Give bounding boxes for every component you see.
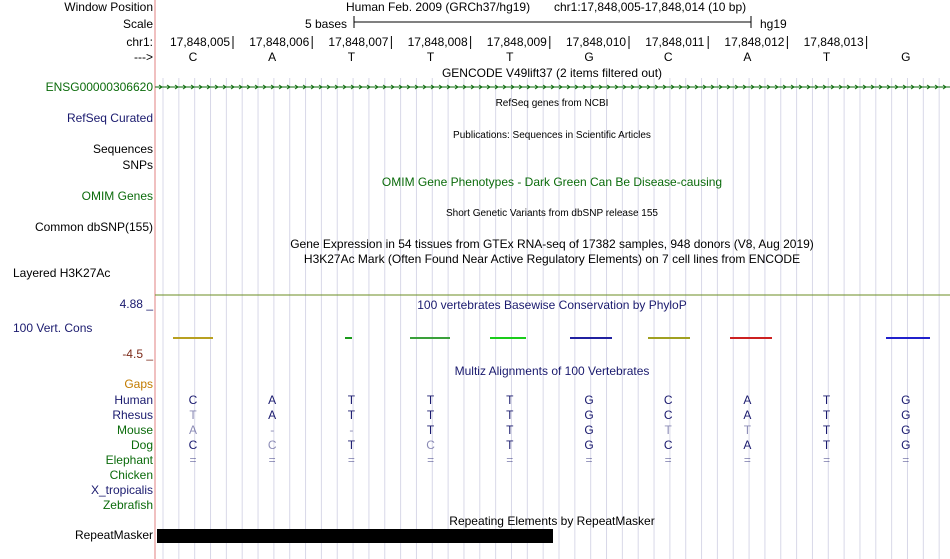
alignment-base: T — [743, 423, 752, 437]
alignment-base: = — [743, 453, 751, 467]
chrom-label: chr1: — [126, 35, 153, 49]
phylop-track-title[interactable]: 100 vertebrates Basewise Conservation by PhyloP — [417, 298, 687, 312]
alignment-base: - — [349, 423, 354, 437]
reference-base: T — [426, 50, 435, 64]
scale-db: hg19 — [760, 17, 787, 31]
alignment-base: A — [743, 438, 752, 452]
reference-base: G — [584, 50, 594, 64]
alignment-base: = — [506, 453, 514, 467]
position-label: 17,848,013 — [803, 35, 864, 49]
reference-base: T — [506, 50, 514, 64]
phylop-bar — [490, 337, 526, 339]
repeatmasker-track-title[interactable]: Repeating Elements by RepeatMasker — [449, 514, 655, 528]
dbsnp-track-label[interactable]: Common dbSNP(155) — [34, 220, 153, 234]
gencode-item-label[interactable]: ENSG00000306620 — [45, 80, 153, 94]
species-label-rhesus[interactable]: Rhesus — [112, 408, 153, 422]
reference-base: A — [743, 50, 752, 64]
reference-base: T — [822, 50, 831, 64]
alignment-base: A — [268, 393, 277, 407]
position-label: 17,848,010 — [566, 35, 627, 49]
alignment-base: C — [663, 438, 673, 452]
alignment-base: T — [664, 423, 672, 437]
reference-base: A — [268, 50, 277, 64]
species-label-elephant[interactable]: Elephant — [105, 453, 153, 467]
gencode-track-title[interactable]: GENCODE V49lift37 (2 items filtered out) — [441, 66, 663, 80]
position-label: 17,848,007 — [328, 35, 389, 49]
alignment-base: T — [506, 393, 514, 407]
phylop-bar — [730, 337, 772, 339]
region-text[interactable]: chr1:17,848,005-17,848,014 (10 bp) — [554, 0, 747, 14]
alignment-base: T — [506, 438, 514, 452]
species-label-x_tropicalis[interactable]: X_tropicalis — [90, 483, 153, 497]
phylop-min-label: -4.5 _ — [122, 347, 153, 361]
strand-label: ---> — [134, 50, 153, 64]
alignment-base: G — [584, 393, 594, 407]
position-label: 17,848,012 — [724, 35, 785, 49]
alignment-base: C — [663, 393, 673, 407]
alignment-base: C — [188, 393, 198, 407]
phylop-bar — [570, 337, 612, 339]
phylop-bar — [173, 337, 213, 339]
reference-base: T — [347, 50, 356, 64]
alignment-base: G — [901, 393, 911, 407]
alignment-base: T — [822, 438, 831, 452]
alignment-base: T — [822, 423, 831, 437]
gtex-track-title[interactable]: Gene Expression in 54 tissues from GTEx RNA-seq of 17382 samples, 948 donors (V8, Aug 2019) — [290, 237, 814, 251]
dbsnp-track-title[interactable]: Short Genetic Variants from dbSNP release 155 — [446, 208, 658, 219]
refseq-track-label[interactable]: RefSeq Curated — [66, 111, 153, 125]
repeatmasker-block[interactable] — [157, 529, 553, 543]
multiz-track-title[interactable]: Multiz Alignments of 100 Vertebrates — [454, 364, 650, 378]
publications-sequences-label[interactable]: Sequences — [92, 142, 153, 156]
species-label-chicken[interactable]: Chicken — [109, 468, 153, 482]
window-position-label: Window Position — [64, 0, 153, 14]
alignment-base: A — [743, 408, 752, 422]
alignment-base: T — [426, 423, 435, 437]
reference-base: G — [901, 50, 911, 64]
phylop-bar — [886, 337, 930, 339]
alignment-base: = — [902, 453, 910, 467]
alignment-base: T — [426, 393, 435, 407]
species-label-human[interactable]: Human — [114, 393, 153, 407]
alignment-base: T — [506, 423, 514, 437]
repeatmasker-track-label[interactable]: RepeatMasker — [74, 528, 153, 542]
alignment-base: = — [585, 453, 593, 467]
position-label: 17,848,006 — [249, 35, 310, 49]
position-label: 17,848,011 — [645, 35, 705, 49]
alignment-base: A — [268, 408, 277, 422]
omim-track-label[interactable]: OMIM Genes — [81, 189, 153, 203]
alignment-base: A — [743, 393, 752, 407]
omim-track-title[interactable]: OMIM Gene Phenotypes - Dark Green Can Be Disease-causing — [381, 175, 723, 189]
phylop-bar — [345, 337, 352, 339]
alignment-base: C — [188, 438, 198, 452]
alignment-base: = — [189, 453, 197, 467]
position-label: 17,848,005 — [170, 35, 231, 49]
assembly-text: Human Feb. 2009 (GRCh37/hg19) — [346, 0, 531, 14]
alignment-base: C — [267, 438, 277, 452]
scale-text: 5 bases — [305, 17, 348, 31]
position-label: 17,848,008 — [407, 35, 468, 49]
alignment-base: = — [823, 453, 831, 467]
alignment-base: T — [347, 408, 356, 422]
alignment-base: T — [189, 408, 197, 422]
publications-snps-label[interactable]: SNPs — [122, 158, 153, 172]
h3k27ac-track-title[interactable]: H3K27Ac Mark (Often Found Near Active Regulatory Elements) on 7 cell lines from ENCODE — [303, 252, 801, 266]
phylop-track-label[interactable]: 100 Vert. Cons — [13, 321, 93, 335]
alignment-base: G — [901, 438, 911, 452]
alignment-base: = — [664, 453, 672, 467]
alignment-base: G — [584, 408, 594, 422]
alignment-base: T — [506, 408, 514, 422]
gaps-label: Gaps — [124, 377, 153, 391]
alignment-base: C — [426, 438, 435, 452]
refseq-track-title[interactable]: RefSeq genes from NCBI — [495, 98, 609, 109]
alignment-base: T — [347, 438, 356, 452]
alignment-base: G — [584, 438, 594, 452]
alignment-base: = — [347, 453, 355, 467]
alignment-base: T — [822, 393, 831, 407]
alignment-base: G — [901, 408, 911, 422]
phylop-bar — [648, 337, 690, 339]
position-label: 17,848,009 — [486, 35, 547, 49]
alignment-base: A — [188, 423, 197, 437]
alignment-base: = — [268, 453, 276, 467]
phylop-max-label: 4.88 _ — [119, 297, 153, 311]
alignment-base: = — [427, 453, 435, 467]
species-label-mouse[interactable]: Mouse — [116, 423, 153, 437]
alignment-base: T — [822, 408, 831, 422]
scale-label: Scale — [122, 17, 153, 31]
alignment-base: - — [270, 423, 275, 437]
species-label-zebrafish[interactable]: Zebrafish — [102, 498, 153, 512]
alignment-base: C — [663, 408, 673, 422]
alignment-base: G — [901, 423, 911, 437]
species-label-dog[interactable]: Dog — [130, 438, 153, 452]
reference-base: C — [188, 50, 198, 64]
phylop-bar — [410, 337, 450, 339]
publications-track-title[interactable]: Publications: Sequences in Scientific Articles — [453, 130, 651, 141]
alignment-base: G — [584, 423, 594, 437]
h3k27ac-track-label[interactable]: Layered H3K27Ac — [13, 266, 111, 280]
reference-base: C — [663, 50, 673, 64]
alignment-base: T — [426, 408, 435, 422]
alignment-base: T — [347, 393, 356, 407]
